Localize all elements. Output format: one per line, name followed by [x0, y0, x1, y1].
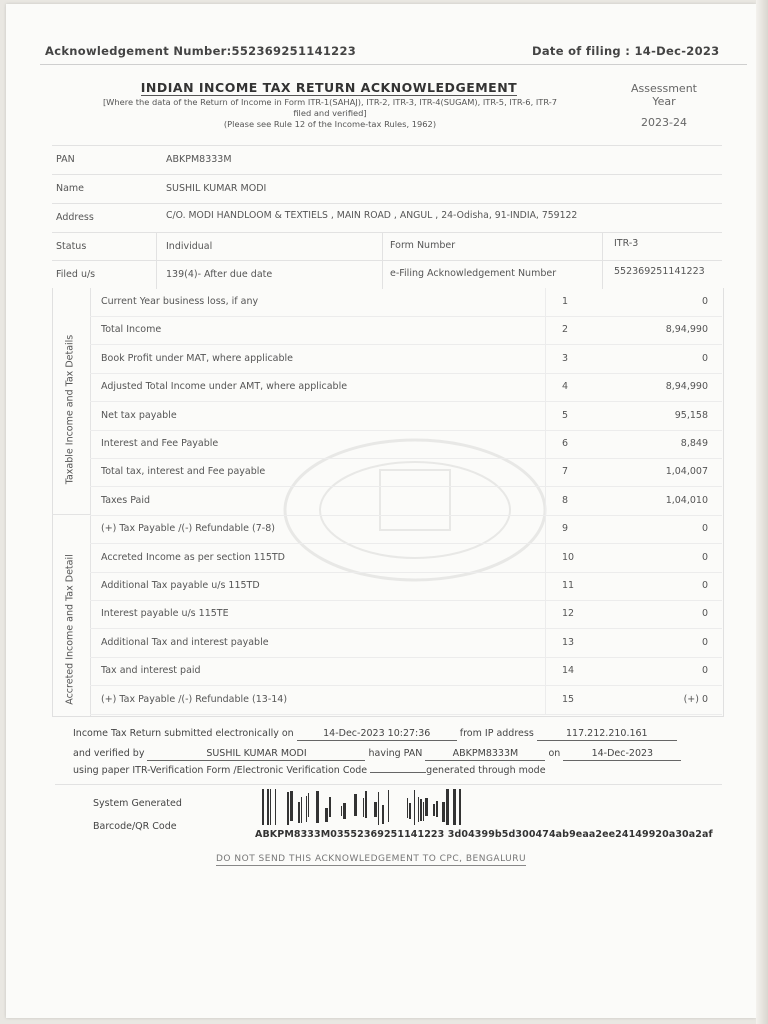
assessment-year: Assessment Year 2023-24 — [631, 82, 697, 129]
row-description: Total Income — [101, 324, 162, 336]
barcode-bar — [374, 802, 377, 817]
date-of-filing: Date of filing : 14-Dec-2023 — [532, 44, 720, 58]
row-value: 0 — [701, 296, 708, 307]
document-subtitle: [Where the data of the Return of Income in Form ITR-1(SAHAJ), ITR-2, ITR-3, ITR-4(SUGAM), ITR-5, ITR-6, ITR-7 filed and verified] (Please see Rule 12 of the Income-tax Rules, 1962) — [102, 97, 558, 129]
row-number: 1 — [562, 296, 569, 307]
submitted-datetime: 14-Dec-2023 10:27:36 — [297, 727, 457, 741]
barcode-bar — [343, 803, 346, 819]
barcode-bar — [446, 789, 449, 825]
row-number: 15 — [562, 693, 575, 705]
barcode-bar — [425, 798, 428, 816]
barcode-bar — [420, 799, 422, 821]
row-description: Tax and interest paid — [101, 665, 201, 677]
table-row — [90, 572, 722, 601]
barcode-bar — [409, 803, 411, 819]
row-description: Interest and Fee Payable — [101, 438, 219, 449]
row-value: 0 — [701, 636, 708, 648]
row-number: 6 — [562, 438, 569, 449]
barcode-bar — [267, 789, 269, 825]
info-row-status: Status Individual Form Number ITR-3 — [52, 232, 722, 261]
section-taxable-income-label: Taxable Income and Tax Details — [64, 334, 76, 485]
row-number: 3 — [562, 352, 569, 364]
barcode-code-text: ABKPM8333M03552369251141223 3d04399b5d300474ab9eaa2ee24149920a30a2af — [255, 829, 713, 840]
barcode-bar — [365, 791, 367, 818]
table-row — [90, 657, 722, 686]
verifier-pan: ABKPM8333M — [425, 747, 545, 761]
row-number: 13 — [562, 636, 575, 648]
barcode-bar — [275, 789, 276, 825]
row-description: Interest payable u/s 115TE — [101, 608, 229, 620]
barcode-bar — [363, 798, 364, 817]
info-row-pan: PAN ABKPM8333M — [52, 145, 722, 174]
row-value: 8,849 — [680, 438, 708, 449]
barcode-bar — [270, 789, 271, 825]
barcode-bar — [433, 804, 435, 816]
verification-statement: Income Tax Return submitted electronically on 14-Dec-2023 10:27:36 from IP address 117.212.210.161 and verified by SUSHIL KUMAR MODI having PAN ABKPM8333M on 14-Dec-2023 using paper ITR-Verification Form /Electronic Verification Code generated through mode — [73, 724, 681, 781]
row-description: Current Year business loss, if any — [101, 296, 259, 307]
row-description: Total tax, interest and Fee payable — [101, 466, 266, 478]
row-value: 1,04,010 — [665, 494, 708, 506]
verified-date: 14-Dec-2023 — [563, 747, 681, 761]
barcode-bar — [388, 790, 389, 822]
row-value: 95,158 — [674, 409, 708, 421]
row-value: 0 — [701, 608, 708, 620]
row-value: 8,94,990 — [665, 324, 708, 336]
table-row — [90, 430, 722, 459]
page-edge — [756, 0, 768, 1024]
row-number: 5 — [562, 409, 569, 421]
barcode-image — [262, 789, 466, 825]
barcode-bar — [308, 793, 309, 817]
barcode-bar — [418, 797, 419, 822]
barcode-bar — [378, 792, 379, 825]
row-value: 0 — [701, 523, 708, 535]
barcode-bar — [341, 806, 342, 816]
row-number: 12 — [562, 608, 575, 620]
barcode-bar — [325, 808, 328, 822]
row-number: 8 — [562, 494, 569, 506]
footer-note: DO NOT SEND THIS ACKNOWLEDGEMENT TO CPC, BENGALURU — [216, 854, 527, 864]
barcode-bar — [459, 789, 461, 825]
row-description: Net tax payable — [101, 409, 177, 421]
table-row — [90, 629, 722, 658]
ip-address: 117.212.210.161 — [537, 727, 677, 741]
barcode-bar — [316, 791, 319, 823]
row-value: 1,04,007 — [665, 466, 708, 478]
barcode-bar — [414, 790, 415, 825]
row-description: Taxes Paid — [101, 494, 150, 506]
row-description: Additional Tax and interest payable — [101, 636, 269, 648]
header-divider — [40, 64, 747, 65]
verified-by: SUSHIL KUMAR MODI — [147, 747, 365, 761]
row-description: (+) Tax Payable /(-) Refundable (7-8) — [101, 523, 275, 535]
barcode-bar — [287, 792, 289, 825]
table-row — [90, 288, 722, 317]
barcode-bar — [407, 798, 408, 818]
table-row — [90, 487, 722, 516]
verification-code-blank — [370, 772, 426, 773]
row-value: 8,94,990 — [665, 381, 708, 393]
acknowledgement-number: Acknowledgement Number:552369251141223 — [45, 44, 357, 58]
barcode-bar — [301, 797, 302, 823]
table-row — [90, 686, 722, 715]
barcode-bar — [382, 805, 384, 824]
barcode-bar — [354, 794, 357, 816]
row-description: Adjusted Total Income under AMT, where applicable — [101, 381, 348, 393]
info-row-address: Address C/O. MODI HANDLOOM & TEXTIELS , MAIN ROAD , ANGUL , 24-Odisha, 91-INDIA, 759122 — [52, 203, 722, 232]
barcode-bar — [453, 789, 456, 825]
barcode-bar — [290, 791, 293, 821]
row-description: Book Profit under MAT, where applicable — [101, 352, 294, 364]
row-value: 0 — [701, 580, 708, 591]
barcode-bar — [262, 789, 264, 825]
row-number: 2 — [562, 324, 569, 336]
barcode-qr-label: Barcode/QR Code — [93, 821, 177, 832]
row-description: Accreted Income as per section 115TD — [101, 551, 285, 563]
section-accreted-income-label: Accreted Income and Tax Detail — [64, 554, 76, 705]
row-number: 11 — [562, 580, 575, 591]
system-generated-label: System Generated — [93, 798, 182, 809]
info-row-filed: Filed u/s 139(4)- After due date e-Filing Acknowledgement Number 552369251141223 — [52, 260, 722, 289]
table-row — [90, 544, 722, 573]
table-row — [90, 373, 722, 402]
barcode-bar — [436, 801, 438, 817]
barcode-bar — [423, 802, 424, 821]
row-value: 0 — [701, 352, 708, 364]
info-row-name: Name SUSHIL KUMAR MODI — [52, 174, 722, 203]
row-number: 14 — [562, 665, 575, 677]
table-row — [90, 458, 722, 487]
row-value: (+) 0 — [683, 693, 708, 705]
row-value: 0 — [701, 665, 708, 677]
row-description: Additional Tax payable u/s 115TD — [101, 580, 260, 591]
row-number: 10 — [562, 551, 575, 563]
row-number: 7 — [562, 466, 569, 478]
table-row — [90, 316, 722, 345]
barcode-bar — [442, 802, 445, 822]
table-row — [90, 345, 722, 374]
row-value: 0 — [701, 551, 708, 563]
barcode-bar — [306, 796, 307, 822]
row-number: 9 — [562, 523, 569, 535]
row-description: (+) Tax Payable /(-) Refundable (13-14) — [101, 693, 288, 705]
table-row — [90, 402, 722, 431]
barcode-bar — [329, 797, 331, 817]
document-title: INDIAN INCOME TAX RETURN ACKNOWLEDGEMENT — [140, 80, 518, 95]
table-row — [90, 600, 722, 629]
barcode-bar — [298, 802, 300, 823]
row-number: 4 — [562, 381, 569, 393]
table-row — [90, 515, 722, 544]
